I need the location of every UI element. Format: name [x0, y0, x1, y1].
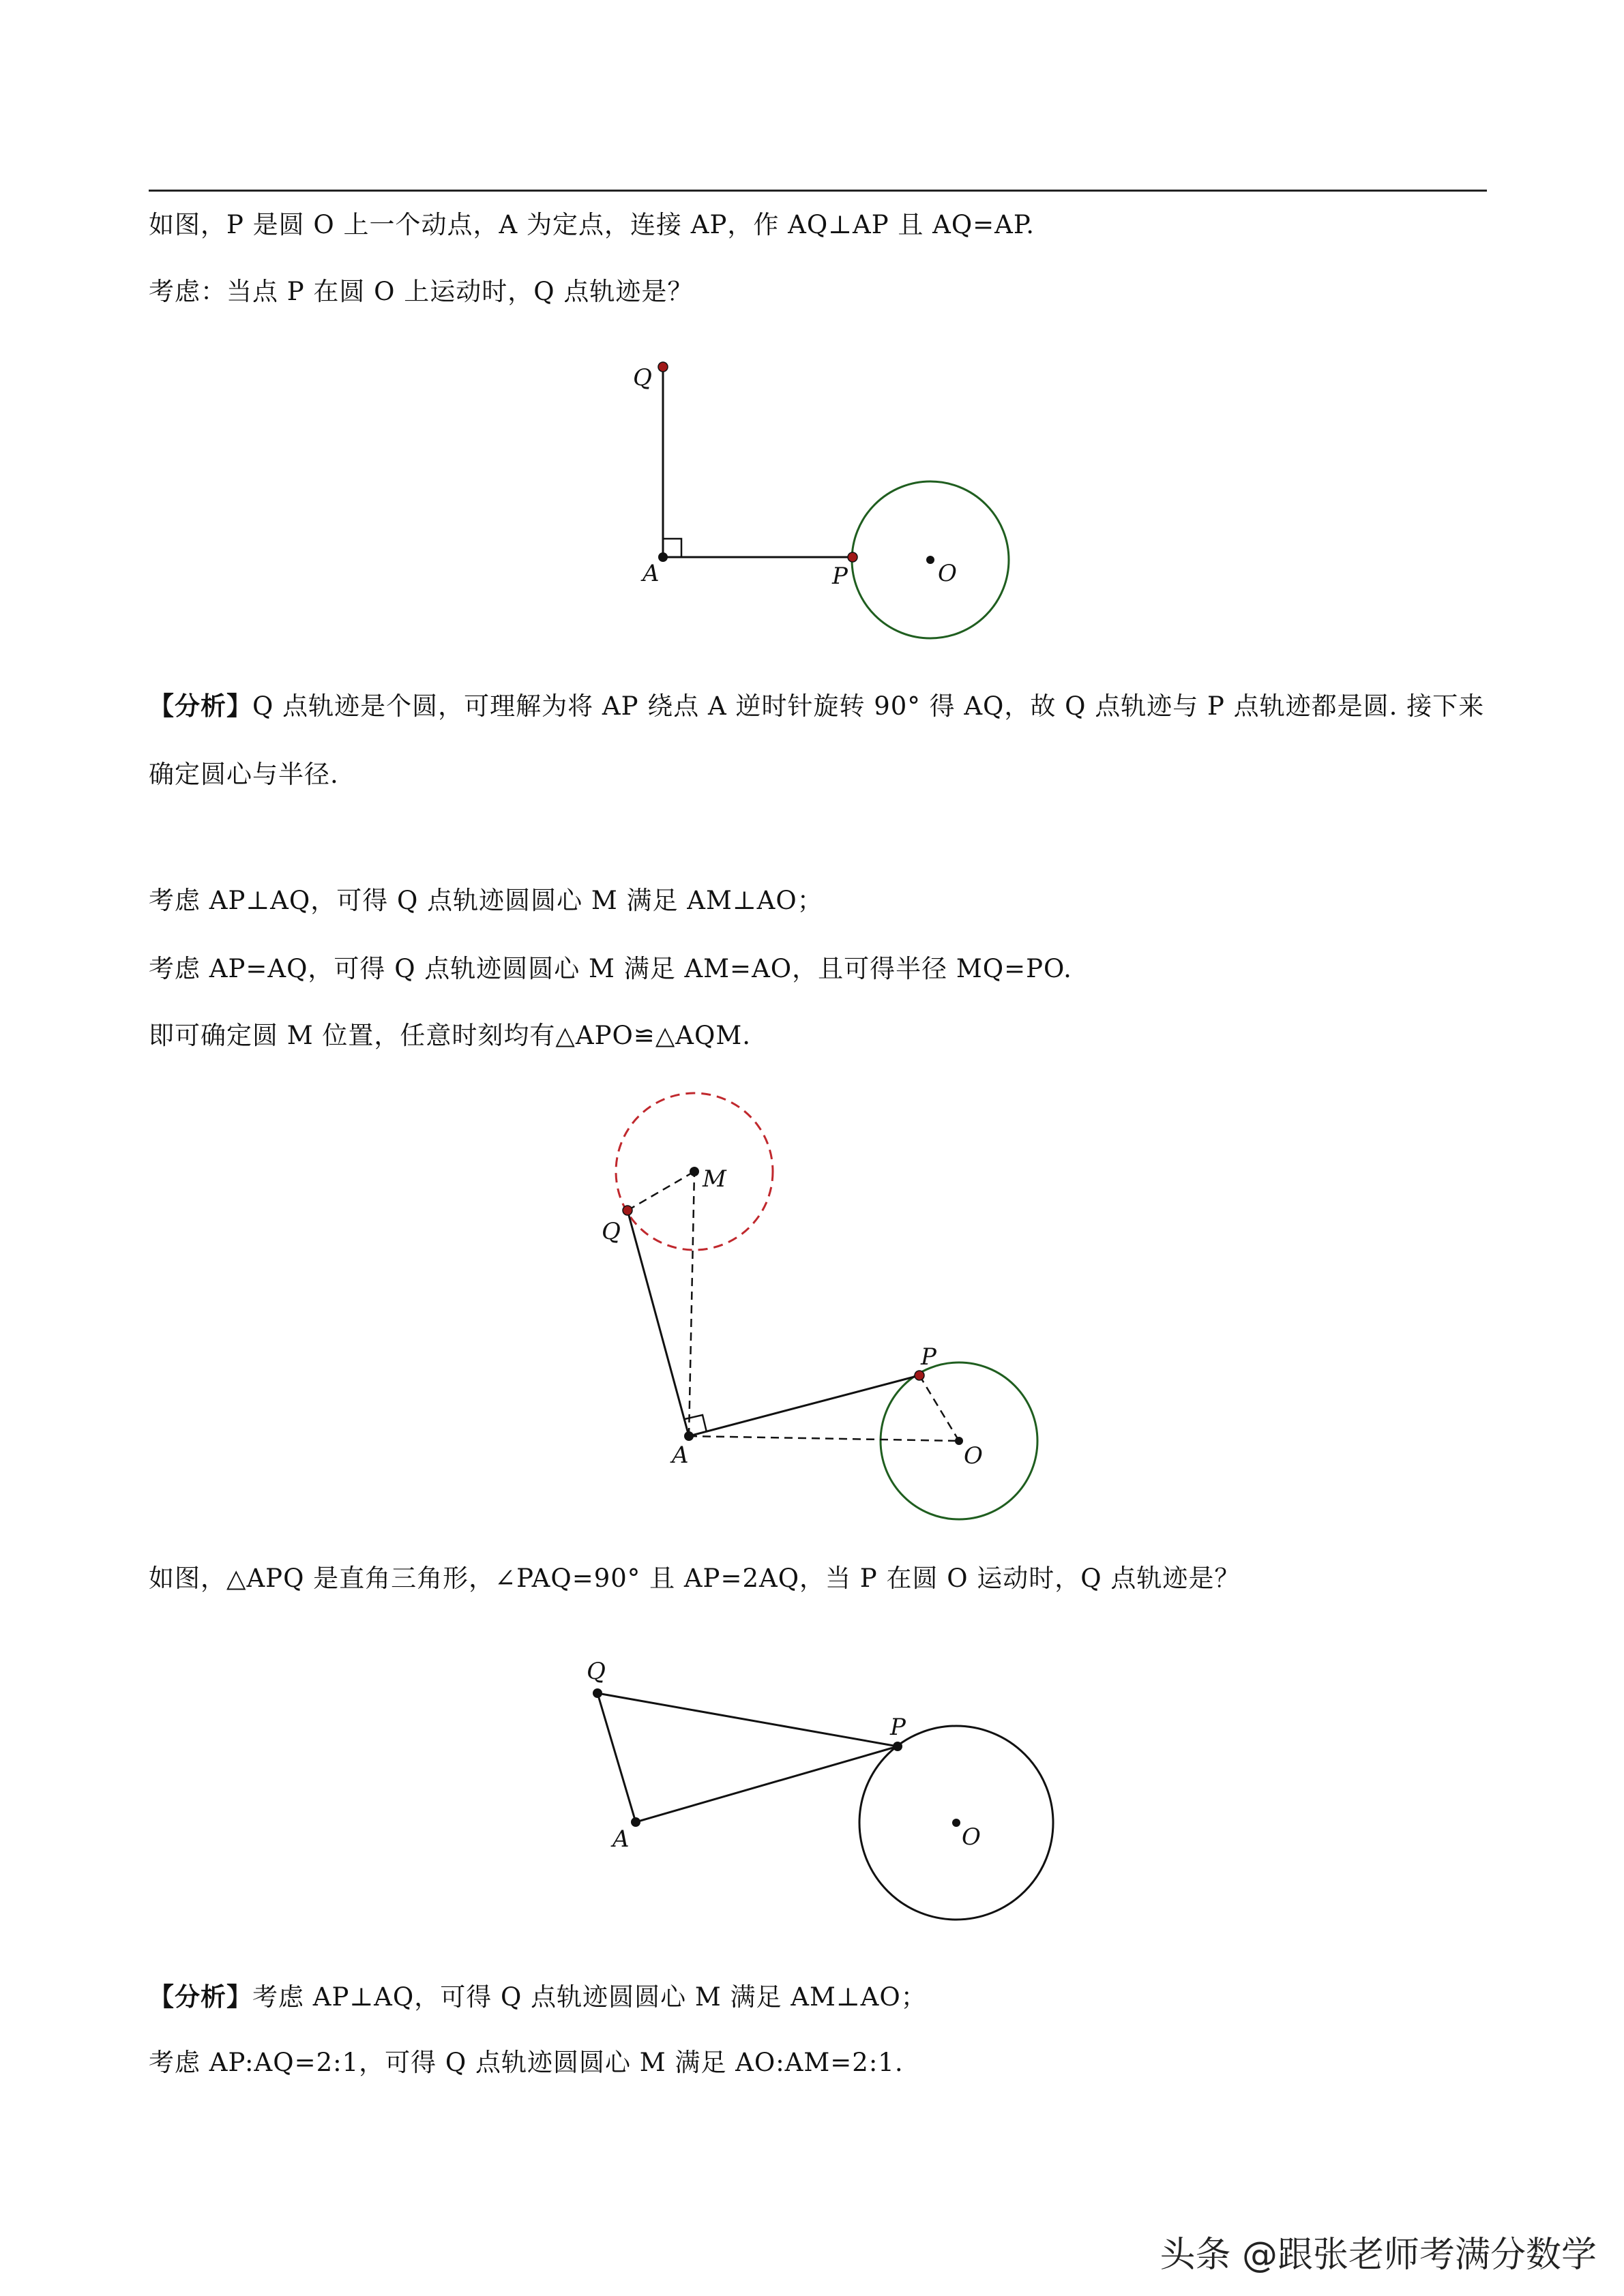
problem2-statement: 如图，△APQ 是直角三角形，∠PAQ=90° 且 AP=2AQ，当 P 在圆 O 运动时，Q 点轨迹是？ — [149, 1564, 1241, 1593]
label-A: A — [612, 1825, 630, 1853]
analysis2-tag: 【分析】 — [149, 1982, 252, 2012]
point-Q — [593, 1688, 602, 1698]
label-Q: Q — [587, 1658, 606, 1685]
reasoning-line-1: 考虑 AP⊥AQ，可得 Q 点轨迹圆圆心 M 满足 AM⊥AO； — [149, 886, 823, 915]
label-Q: Q — [602, 1218, 621, 1245]
point-O — [952, 1819, 960, 1827]
analysis2-line-2: 考虑 AP:AQ=2:1，可得 Q 点轨迹圆圆心 M 满足 AO:AM=2:1. — [149, 2048, 904, 2077]
label-A: A — [672, 1442, 689, 1469]
reasoning-line-3: 即可确定圆 M 位置，任意时刻均有△APO≌△AQM. — [149, 1021, 751, 1050]
segment-AP — [636, 1746, 898, 1822]
label-O: O — [964, 1442, 983, 1470]
segment-QP — [597, 1693, 898, 1746]
label-A: A — [643, 560, 660, 587]
label-M: M — [703, 1165, 726, 1193]
point-A — [631, 1817, 640, 1827]
analysis1-text: Q 点轨迹是个圆，可理解为将 AP 绕点 A 逆时针旋转 90° 得 AQ，故 Q 点轨迹与 P 点轨迹都是圆. 接下来确定圆心与半径. — [149, 691, 1485, 789]
analysis1-tag: 【分析】 — [149, 691, 252, 721]
watermark: 头条 @跟张老师考满分数学 — [1160, 2235, 1597, 2276]
reasoning-line-2: 考虑 AP=AQ，可得 Q 点轨迹圆圆心 M 满足 AM=AO，且可得半径 MQ=PO. — [149, 954, 1072, 983]
label-P: P — [832, 563, 848, 590]
point-P — [893, 1742, 902, 1751]
segment-QA — [597, 1693, 636, 1822]
problem1-question: 考虑：当点 P 在圆 O 上运动时，Q 点轨迹是？ — [149, 277, 694, 306]
analysis2-line1-text: 考虑 AP⊥AQ，可得 Q 点轨迹圆圆心 M 满足 AM⊥AO； — [252, 1982, 927, 2012]
label-O: O — [962, 1823, 981, 1851]
label-P: P — [890, 1714, 906, 1741]
label-Q: Q — [633, 364, 652, 391]
label-O: O — [938, 560, 957, 587]
problem1-statement: 如图，P 是圆 O 上一个动点，A 为定点，连接 AP，作 AQ⊥AP 且 AQ=AP. — [149, 210, 1035, 239]
analysis2-line-1 — [149, 1980, 927, 2014]
label-P: P — [921, 1343, 936, 1371]
